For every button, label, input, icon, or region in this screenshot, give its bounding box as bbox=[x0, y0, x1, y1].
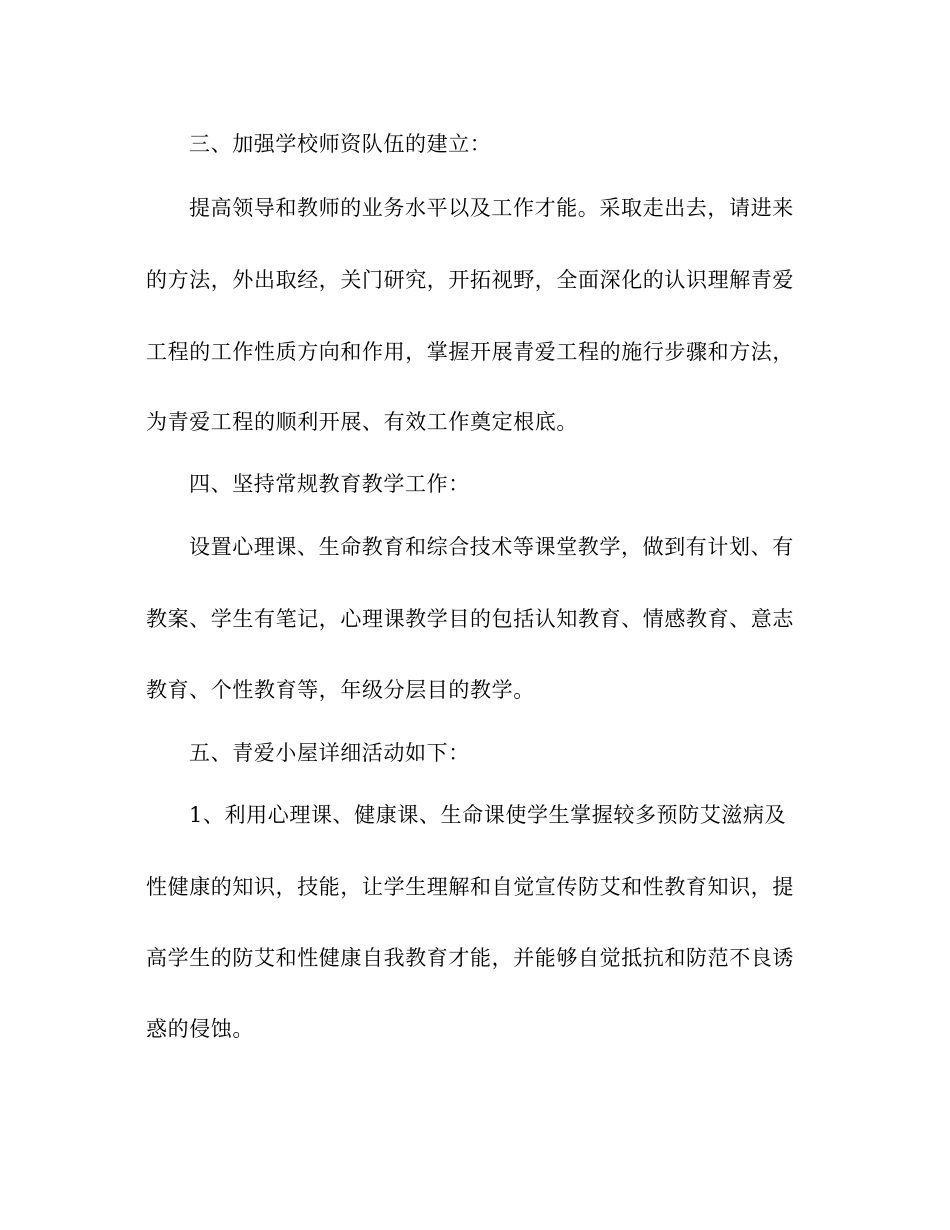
paragraph-line: 为青爱工程的顺利开展、有效工作奠定根底。 bbox=[146, 410, 578, 434]
paragraph-line: 的方法，外出取经，关门研究，开拓视野，全面深化的认识理解青爱 bbox=[146, 268, 794, 292]
section-heading-4: 四、坚持常规教育教学工作： bbox=[189, 472, 470, 496]
paragraph-line: 工程的工作性质方向和作用，掌握开展青爱工程的施行步骤和方法， bbox=[146, 340, 794, 364]
paragraph-line: 教育、个性教育等，年级分层目的教学。 bbox=[146, 678, 535, 702]
paragraph-line: 惑的侵蚀。 bbox=[146, 1017, 254, 1041]
paragraph-line: 高学生的防艾和性健康自我教育才能，并能够自觉抵抗和防范不良诱 bbox=[146, 946, 794, 970]
paragraph-line: 1、利用心理课、健康课、生命课使学生掌握较多预防艾滋病及 bbox=[189, 803, 787, 827]
paragraph-line: 提高领导和教师的业务水平以及工作才能。采取走出去，请进来 bbox=[189, 196, 794, 220]
paragraph-line: 性健康的知识，技能，让学生理解和自觉宣传防艾和性教育知识，提 bbox=[146, 875, 794, 899]
paragraph-line: 教案、学生有笔记，心理课教学目的包括认知教育、情感教育、意志 bbox=[146, 607, 794, 631]
section-heading-5: 五、青爱小屋详细活动如下： bbox=[189, 741, 470, 765]
section-heading-3: 三、加强学校师资队伍的建立： bbox=[189, 132, 492, 156]
paragraph-line: 设置心理课、生命教育和综合技术等课堂教学，做到有计划、有 bbox=[189, 535, 794, 559]
